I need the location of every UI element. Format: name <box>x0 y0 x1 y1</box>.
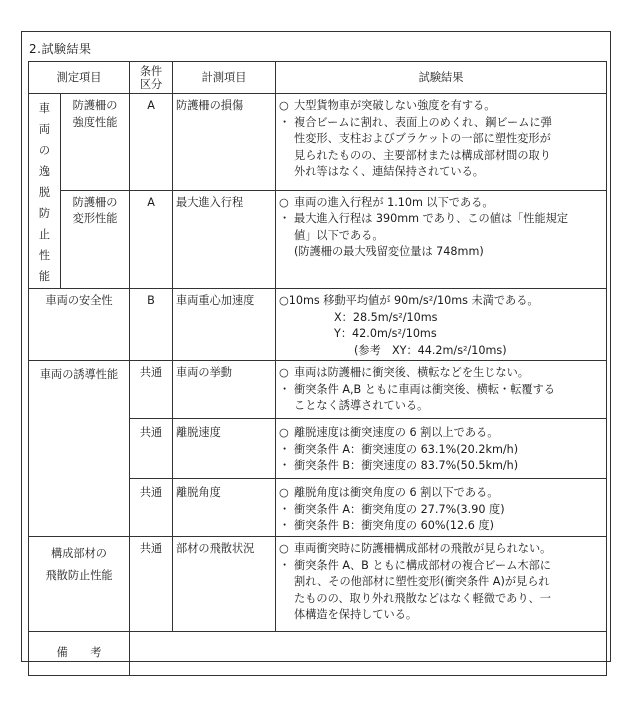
document-frame <box>21 31 611 662</box>
bullet-mark-icon: ・ <box>279 502 291 516</box>
result-line <box>279 228 603 245</box>
circle-mark-icon: ○ <box>279 366 289 379</box>
table-row <box>29 361 607 419</box>
result-line-text: ことなく誘導されている。 <box>294 399 429 412</box>
result-line-text: 値」以下である。 <box>294 228 384 242</box>
group-label-char: 防 <box>38 207 51 220</box>
remarks-value <box>130 632 607 676</box>
result-line-text: 車両の進入行程が 1.10m 以下である。 <box>294 195 494 209</box>
result-line <box>279 98 603 115</box>
result-line <box>279 591 603 608</box>
condition-cell: 共通 <box>130 361 173 419</box>
measure-cell: 離脱速度 <box>173 419 276 479</box>
result-line-text: (防護柵の最大残留変位量は 748mm) <box>294 245 484 259</box>
result-line <box>279 574 603 591</box>
header-measure: 計測項目 <box>173 62 276 94</box>
result-line-text: 衝突条件 A：衝突速度の 63.1%(20.2km/h) <box>294 442 519 456</box>
result-line-text: 衝突条件 B：衝突角度の 60%(12.6 度) <box>294 519 494 532</box>
result-line <box>279 382 603 399</box>
group-label-char: 両 <box>38 123 51 136</box>
circle-mark-icon: ○ <box>279 195 289 209</box>
measure-cell: 部材の飛散状況 <box>173 537 276 632</box>
result-cell <box>276 190 607 288</box>
item-vehicle-guidance: 車両の誘導性能 <box>29 361 130 537</box>
result-line <box>279 398 603 415</box>
result-line-text: 割れ、その他部材に塑性変形(衝突条件 A)が見られ <box>294 575 550 588</box>
result-line: X：28.5m/s²/10ms <box>334 310 438 324</box>
result-line-text: 車両は防護柵に衝突後、横転などを生じない。 <box>294 366 529 379</box>
result-cell <box>276 479 607 537</box>
item-scatter-prevention: 構成部材の 飛散防止性能 <box>29 537 130 632</box>
group-label-char: の <box>38 144 51 157</box>
circle-mark-icon: ○ <box>279 99 289 112</box>
circle-mark-icon: ○ <box>279 542 289 555</box>
item-vehicle-safety: 車両の安全性 <box>29 289 130 361</box>
result-line <box>279 365 603 382</box>
header-row <box>29 62 607 94</box>
condition-cell: 共通 <box>130 479 173 537</box>
result-line <box>279 164 603 181</box>
circle-mark-icon: ○ <box>279 426 289 439</box>
condition-cell: 共通 <box>130 419 173 479</box>
table-row <box>29 289 607 361</box>
measure-cell: 防護柵の損傷 <box>173 94 276 191</box>
result-line <box>279 244 603 261</box>
result-line <box>279 211 603 228</box>
result-line-text: 性変形、支柱およびブラケットの一部に塑性変形が <box>294 132 551 145</box>
sub-item-deformation: 防護柵の 変形性能 <box>61 190 130 288</box>
result-line-text: 外れ等はなく、連結保持されている。 <box>294 165 484 178</box>
result-line <box>279 425 603 442</box>
result-line-text: 離脱速度は衝突速度の 6 割以上である。 <box>294 426 499 439</box>
result-line: ○10ms 移動平均値が 90m/s²/10ms 未満である。 <box>279 294 539 307</box>
result-line-text: 車両衝突時に防護柵構成部材の飛散が見られない。 <box>294 542 552 555</box>
measure-cell: 最大進入行程 <box>173 190 276 288</box>
result-line <box>279 485 603 502</box>
result-line-text: 衝突条件 A,B ともに車両は衝突後、横転・転覆する <box>294 382 555 396</box>
measure-cell: 車両の挙動 <box>173 361 276 419</box>
result-cell <box>276 94 607 191</box>
result-line <box>279 148 603 165</box>
group-label-char: 逸 <box>38 165 51 178</box>
result-line <box>279 195 603 212</box>
result-line-text: 衝突条件 B：衝突速度の 83.7%(50.5km/h) <box>294 459 519 472</box>
result-line <box>279 502 603 519</box>
group-label-char: 止 <box>38 228 51 241</box>
header-result: 試験結果 <box>276 62 607 94</box>
result-cell <box>276 419 607 479</box>
result-line <box>279 518 603 535</box>
condition-cell: B <box>130 289 173 361</box>
group-label-char: 脱 <box>38 186 51 199</box>
bullet-mark-icon: ・ <box>279 558 291 572</box>
circle-mark-icon: ○ <box>279 486 289 499</box>
bullet-mark-icon: ・ <box>279 442 291 456</box>
result-line <box>279 607 603 624</box>
result-cell <box>276 537 607 632</box>
group-label-char: 性 <box>38 249 51 262</box>
result-line-text: たものの、取り外れ飛散などはなく軽微であり、一 <box>294 591 551 605</box>
group-label-escape-prevention <box>29 94 61 289</box>
table-row <box>29 537 607 632</box>
result-line <box>279 442 603 459</box>
result-line-text: 衝突条件 A、B ともに構成部材の複合ビーム木部に <box>294 558 551 572</box>
measure-cell: 離脱角度 <box>173 479 276 537</box>
results-table <box>28 61 607 676</box>
result-line-text: 見られたものの、主要部材または構成部材間の取り <box>294 148 551 162</box>
sub-item-strength: 防護柵の 強度性能 <box>61 94 130 191</box>
result-line: Y：42.0m/s²/10ms <box>334 327 437 340</box>
measure-cell: 車両重心加速度 <box>173 289 276 361</box>
bullet-mark-icon: ・ <box>279 115 291 129</box>
result-line <box>279 541 603 558</box>
table-row <box>29 632 607 676</box>
result-line: (参考 XY：44.2m/s²/10ms) <box>354 343 507 357</box>
result-line <box>279 558 603 575</box>
result-line-text: 衝突条件 A：衝突角度の 27.7%(3.90 度) <box>294 502 505 516</box>
result-cell <box>276 361 607 419</box>
result-line <box>279 131 603 148</box>
table-row <box>29 190 607 288</box>
header-condition: 条件 区分 <box>130 62 173 94</box>
group-label-char: 能 <box>38 270 51 283</box>
condition-cell: A <box>130 94 173 191</box>
group-label-char: 車 <box>38 102 51 115</box>
section-title: 2.試験結果 <box>29 42 92 56</box>
bullet-mark-icon: ・ <box>279 382 291 396</box>
result-line-text: 体構造を保持している。 <box>294 608 418 621</box>
result-line <box>279 458 603 475</box>
header-item: 測定項目 <box>29 62 130 94</box>
result-line-text: 最大進入行程は 390mm であり、この値は「性能規定 <box>294 212 569 226</box>
remarks-label: 備 考 <box>29 632 130 676</box>
condition-cell: A <box>130 190 173 288</box>
result-cell <box>276 289 607 361</box>
bullet-mark-icon: ・ <box>279 459 291 472</box>
result-line <box>279 115 603 132</box>
result-line-text: 複合ビームに割れ、表面上のめくれ、鋼ビームに弾 <box>294 115 552 129</box>
bullet-mark-icon: ・ <box>279 212 291 226</box>
result-line-text: 離脱角度は衝突角度の 6 割以下である。 <box>294 486 499 499</box>
bullet-mark-icon: ・ <box>279 519 291 532</box>
condition-cell: 共通 <box>130 537 173 632</box>
result-line-text: 大型貨物車が突破しない強度を有する。 <box>294 99 496 112</box>
table-row <box>29 94 607 191</box>
